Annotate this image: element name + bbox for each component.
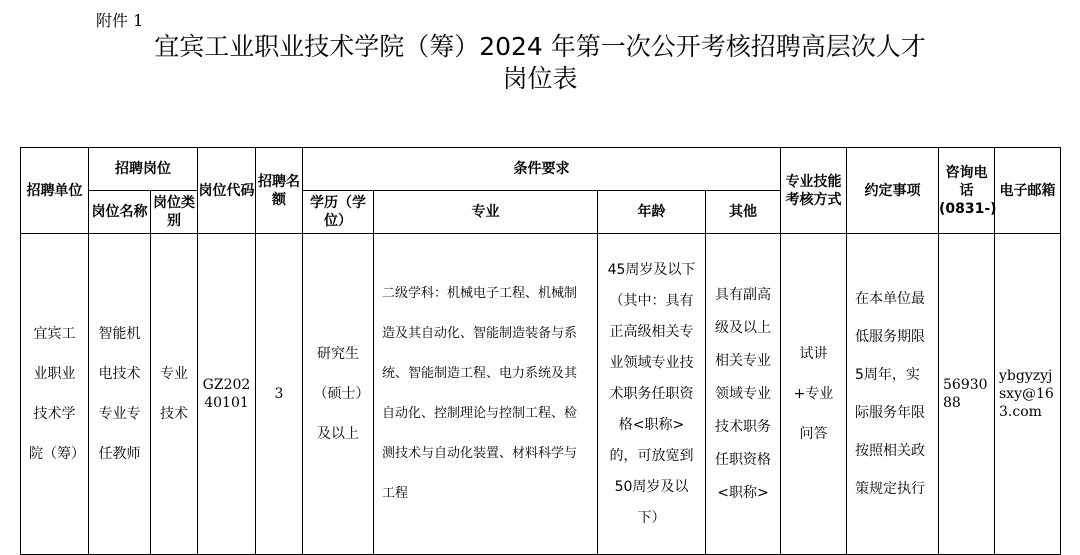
unit-text: 宜宾工业职业技术学院（筹） bbox=[29, 326, 85, 462]
header-phone: 咨询电话(0831-) bbox=[939, 148, 995, 234]
cell-phone bbox=[939, 234, 995, 555]
post-name-text: 智能机电技术专业专任教师 bbox=[98, 326, 141, 462]
post-type-text: 专业技术 bbox=[160, 366, 188, 422]
education-text: 研究生（硕士）及以上 bbox=[313, 346, 363, 442]
attachment-label: 附件 1 bbox=[96, 11, 144, 30]
table-header-row-1 bbox=[21, 148, 1061, 191]
recruitment-table bbox=[20, 147, 1061, 555]
header-agreement: 约定事项 bbox=[847, 148, 939, 234]
cell-major bbox=[374, 234, 598, 555]
header-age: 年龄 bbox=[598, 191, 706, 234]
header-other: 其他 bbox=[706, 191, 781, 234]
cell-post-type bbox=[151, 234, 198, 555]
header-quota: 招聘名额 bbox=[256, 148, 303, 234]
cell-age bbox=[598, 234, 706, 555]
header-email: 电子邮箱 bbox=[995, 148, 1061, 234]
cell-quota bbox=[256, 234, 303, 555]
post-code-text: GZ20240101 bbox=[202, 377, 251, 411]
page-title: 宜宾工业职业技术学院（筹）2024 年第一次公开考核招聘高层次人才 bbox=[154, 32, 926, 61]
assessment-text: 试讲+专业问答 bbox=[793, 346, 834, 442]
quota-text: 3 bbox=[274, 386, 284, 402]
header-post-type: 岗位类别 bbox=[151, 191, 198, 234]
cell-email bbox=[995, 234, 1061, 555]
header-major: 专业 bbox=[374, 191, 598, 234]
cell-assessment bbox=[781, 234, 847, 555]
cell-education bbox=[303, 234, 374, 555]
header-post-code: 岗位代码 bbox=[198, 148, 256, 234]
cell-post-name bbox=[89, 234, 151, 555]
table-row bbox=[21, 234, 1061, 555]
other-text: 具有副高级及以上相关专业领域专业技术职务任职资格<职称> bbox=[715, 286, 771, 501]
major-text: 二级学科：机械电子工程、机械制造及其自动化、智能制造装备与系统、智能制造工程、电力系统及其自动化、控制理论与控制工程、检测技术与自动化装置、材料科学与工程 bbox=[382, 286, 578, 501]
age-text: 45周岁及以下（其中：具有正高级相关专业领域专业技术职务任职资格<职称>的，可放宽到50周岁及以下） bbox=[607, 261, 696, 526]
header-post-group: 招聘岗位 bbox=[89, 148, 198, 191]
email-text: ybgyzyjsxy@163.com bbox=[999, 368, 1054, 420]
cell-agreement bbox=[847, 234, 939, 555]
page-title-line2: 岗位表 bbox=[502, 64, 578, 93]
header-education: 学历（学位） bbox=[303, 191, 374, 234]
cell-other bbox=[706, 234, 781, 555]
phone-text: 5693088 bbox=[943, 377, 988, 411]
header-conditions: 条件要求 bbox=[303, 148, 781, 191]
header-unit: 招聘单位 bbox=[21, 148, 89, 234]
cell-post-code bbox=[198, 234, 256, 555]
header-post-name: 岗位名称 bbox=[89, 191, 151, 234]
cell-unit bbox=[21, 234, 89, 555]
agreement-text: 在本单位最低服务期限5周年，实际服务年限按照相关政策规定执行 bbox=[855, 291, 925, 497]
header-assessment: 专业技能考核方式 bbox=[781, 148, 847, 234]
